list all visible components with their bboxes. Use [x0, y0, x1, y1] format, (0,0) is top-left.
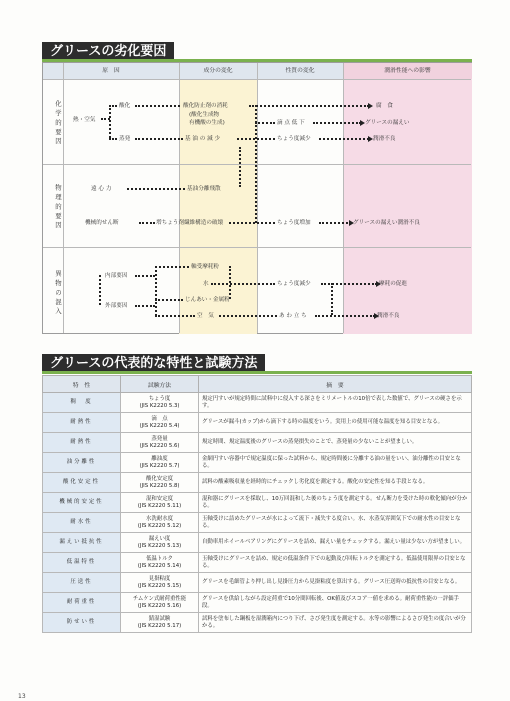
table-row	[43, 613, 472, 633]
connector	[315, 315, 375, 317]
effect-poor-lubrication: 潤滑不良	[373, 136, 396, 142]
method-standard: (JIS K2220 5.8)	[139, 482, 180, 489]
connector	[319, 138, 369, 140]
row-method	[121, 613, 199, 633]
effect-leak-poor-lub: グリースの漏えい潤滑不良	[353, 220, 420, 226]
connector	[135, 138, 183, 140]
header-property: 性質の変化	[257, 63, 343, 79]
method-name: ちょう度	[148, 395, 171, 402]
connector	[109, 138, 117, 140]
method-name: 水洗耐水度	[146, 515, 173, 522]
connector	[313, 122, 361, 124]
row-property: 圧送性	[43, 573, 121, 593]
table-row	[43, 473, 472, 493]
row-method	[121, 433, 199, 453]
row-property: 防せい性	[43, 613, 121, 633]
method-standard: (JIS K2220 5.15)	[137, 582, 182, 589]
connector	[135, 105, 180, 107]
method-standard: (JIS K2220 5.17)	[137, 622, 182, 629]
comp-wear-powder: 軸受摩耗粉	[191, 264, 219, 270]
row-method	[121, 573, 199, 593]
connector	[139, 222, 155, 224]
prop-consistency-decrease-2: ちょう度減少	[277, 281, 311, 287]
table-row	[43, 393, 472, 413]
method-standard: (JIS K2220 5.13)	[137, 542, 182, 549]
row-method	[121, 533, 199, 553]
table-row	[43, 433, 472, 453]
method-name: 漏えい度	[148, 535, 171, 542]
row-property: 機械的安定性	[43, 493, 121, 513]
degradation-diagram	[42, 62, 472, 334]
connector	[109, 105, 117, 107]
connector	[101, 118, 110, 120]
comp-antioxidant: 酸化防止剤の消耗	[183, 103, 228, 109]
cause-mech-shear: 機械的せん断	[85, 220, 119, 226]
method-name: 混和安定度	[146, 495, 173, 502]
method-standard: (JIS K2220 5.3)	[139, 402, 180, 409]
method-name: 蒸発量	[151, 435, 168, 442]
table-row	[43, 493, 472, 513]
row-property: 耐水性	[43, 513, 121, 533]
row-description: 金網円すい容器中で規定温度に保った試料から、規定時間後に分離する油の量をいい、油分離性の目安となる。	[199, 453, 472, 473]
connector	[249, 105, 369, 107]
row-description: 混和器にグリースを採取し、10万回混和した後のちょう度を測定する。せん断力を受けた時の軟化傾向が分かる。	[199, 493, 472, 513]
row-method	[121, 513, 199, 533]
comp-fiber-breakdown: 増ちょう剤繊維構造の破壊	[156, 220, 224, 226]
comp-air: 空 気	[197, 313, 214, 319]
connector	[255, 122, 275, 124]
connector	[239, 147, 241, 187]
row-description: 玉軸受けに詰めたグリースが水によって流下・減失する度合い。水、水蒸気雰囲気下での耐水性の目安となる。	[199, 513, 472, 533]
grid-line	[43, 79, 471, 80]
table-row	[43, 533, 472, 553]
table-header-property: 特 性	[43, 376, 121, 393]
comp-base-oil-decrease: 基 油 の 減 少	[185, 136, 221, 142]
page-number: 13	[18, 693, 26, 700]
row-description: 試料の酸素吸収量を経時的にチェックし劣化度を測定する。酸化の安定性を知る手段となる。	[199, 473, 472, 493]
connector	[331, 283, 333, 315]
effect-corrosion: 腐 食	[376, 103, 393, 109]
connector	[155, 266, 189, 268]
grid-line	[179, 63, 180, 333]
header-effect: 潤滑性能への影響	[343, 63, 472, 79]
method-standard: (JIS K2220 5.11)	[137, 502, 182, 509]
cause-heat-air: 熱・空気	[73, 117, 96, 123]
connector	[155, 299, 183, 301]
prop-consistency-increase: ちょう度増加	[277, 220, 311, 226]
connector	[135, 275, 155, 277]
connector	[321, 283, 377, 285]
method-standard: (JIS K2220 5.7)	[139, 462, 180, 469]
method-name: チムケン式耐荷重性能	[132, 595, 187, 602]
row-method	[121, 453, 199, 473]
row-description: 試料を塗布した鋼板を湿潤箱内につり下げ、さび発生度を測定する。水等の影響によるさび発生の度合いが分かる。	[199, 613, 472, 633]
comp-oxidation-products: (酸化生成物	[189, 112, 220, 118]
row-method	[121, 393, 199, 413]
method-standard: (JIS K2220 5.14)	[137, 562, 182, 569]
header-component: 成分の変化	[179, 63, 257, 79]
effect-leakage: グリースの漏えい	[365, 120, 410, 126]
effect-wear-acceleration: 摩耗の促進	[379, 281, 407, 287]
table-header-summary: 摘 要	[199, 376, 472, 393]
method-standard: (JIS K2220 5.16)	[137, 602, 182, 609]
grid-line	[63, 63, 64, 333]
row-property: 耐熱性	[43, 413, 121, 433]
comp-organic-acid: 有機酸の生成)	[189, 120, 225, 126]
table-header-method: 試験方法	[121, 376, 199, 393]
connector	[319, 222, 351, 224]
row-property: 油分離性	[43, 453, 121, 473]
arrow	[349, 220, 354, 226]
method-name: 滴 点	[151, 415, 168, 422]
grid-line	[343, 63, 344, 333]
cause-evaporation: 蒸発	[119, 136, 131, 142]
row-method	[121, 413, 199, 433]
table-row	[43, 593, 472, 613]
arrow	[376, 281, 381, 287]
connector	[229, 222, 275, 224]
group-physical: 物理的要因	[54, 183, 62, 231]
connector	[237, 138, 275, 140]
method-standard: (JIS K2220 5.6)	[139, 442, 180, 449]
connector	[155, 266, 157, 316]
cause-external: 外部要因	[105, 303, 128, 309]
row-description: グリースを供給しながら設定荷重で10分間回転後、OK値及びスコア一値を求める。耐荷重性能の一評価手段。	[199, 593, 472, 613]
effect-poor-lubrication-2: 潤滑不良	[377, 313, 400, 319]
row-description: 規定円すいが規定時間に試料中に侵入する深さをミリメートルの10倍で表した数値で、グリースの硬さを示す。	[199, 393, 472, 413]
row-method	[121, 593, 199, 613]
table-row	[43, 513, 472, 533]
header-cause: 原 因	[43, 63, 179, 79]
row-description: 規定時間、規定温度後のグリースの蒸発損失のことで、蒸発量の少ないことが望ましい。	[199, 433, 472, 453]
row-description: グリースを毛細管より押し出し見掛圧力から見掛粘度を算出する。グリース圧送時の抵抗性の目安となる。	[199, 573, 472, 593]
method-name: 酸化安定度	[146, 475, 173, 482]
group-contamination: 異物の混入	[54, 269, 62, 317]
method-name: 低温トルク	[146, 555, 173, 562]
row-description: グリースが漏斗(カップ)から滴下する時の温度をいう。実用上の使用可能な温度を知る目安となる。	[199, 413, 472, 433]
table-row	[43, 553, 472, 573]
arrow	[368, 136, 373, 142]
row-description: 自動車用ホイールベアリングにグリースを詰め、漏えい量をチェックする。漏えい量は少ない方が望ましい。	[199, 533, 472, 553]
connector	[155, 315, 195, 317]
table-row	[43, 413, 472, 433]
connector	[219, 315, 277, 317]
row-property: 酸化安定性	[43, 473, 121, 493]
row-property: 低温特性	[43, 553, 121, 573]
cause-oxidation: 酸化	[119, 103, 131, 109]
connector	[99, 275, 101, 305]
grid-line	[43, 164, 471, 165]
row-property: 耐熱性	[43, 433, 121, 453]
method-name: 離油度	[151, 455, 168, 462]
section2-rule	[42, 371, 472, 374]
group-chemical: 化学的要因	[54, 99, 62, 147]
row-method	[121, 553, 199, 573]
comp-oil-separation: 基油分離飛散	[187, 186, 221, 192]
prop-dropping-point: 滴 点 低 下	[277, 120, 305, 126]
connector	[135, 305, 155, 307]
grid-line	[257, 63, 258, 333]
row-method	[121, 473, 199, 493]
table-row	[43, 453, 472, 473]
grid-line	[43, 247, 471, 248]
connector	[127, 188, 185, 190]
prop-consistency-decrease: ちょう度減少	[277, 136, 311, 142]
properties-table	[42, 375, 472, 633]
cause-internal: 内部要因	[105, 273, 128, 279]
row-description: 玉軸受けにグリースを詰め、規定の低温条件下での起動及び回転トルクを測定する。低温使用限界の目安となる。	[199, 553, 472, 573]
method-name: 見掛粘度	[148, 575, 171, 582]
row-property: 漏えい抵抗性	[43, 533, 121, 553]
row-property: 稠 度	[43, 393, 121, 413]
method-name: 錆湿試験	[148, 615, 171, 622]
cause-centrifugal: 遠 心 力	[91, 186, 112, 192]
arrow	[374, 313, 379, 319]
method-standard: (JIS K2220 5.12)	[137, 522, 182, 529]
arrow	[360, 120, 365, 126]
table-row	[43, 573, 472, 593]
arrow	[368, 103, 373, 109]
connector	[109, 105, 111, 138]
comp-dust-metal: じんあい・金属粉	[185, 297, 230, 303]
comp-water: 水	[203, 281, 209, 287]
row-property: 耐荷重性	[43, 593, 121, 613]
section2-title: グリースの代表的な特性と試験方法	[42, 354, 265, 373]
section1-title: グリースの劣化要因	[42, 42, 174, 61]
prop-foaming: あ わ 立 ち	[279, 313, 307, 319]
row-method	[121, 493, 199, 513]
method-standard: (JIS K2220 5.4)	[139, 422, 180, 429]
connector	[211, 283, 275, 285]
